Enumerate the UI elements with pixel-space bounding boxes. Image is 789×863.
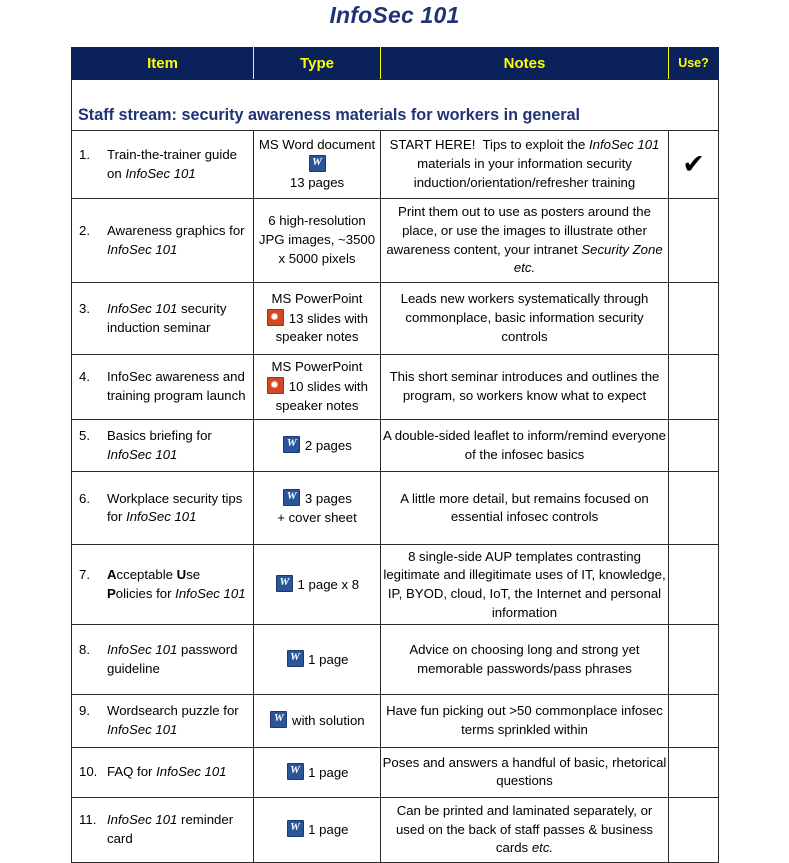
- ms-word-icon: [287, 820, 304, 837]
- item-title: Train-the-trainer guide on InfoSec 101: [107, 146, 237, 181]
- row-number: 10.: [79, 764, 98, 780]
- row-number: 3.: [79, 300, 90, 316]
- table-row: [72, 472, 719, 545]
- table-row: [72, 283, 719, 355]
- item-title: InfoSec 101 password guideline: [107, 642, 238, 676]
- cell-use-checkbox[interactable]: [669, 695, 719, 747]
- item-title: Awareness graphics for InfoSec 101: [107, 222, 245, 257]
- cell-notes: Have fun picking out >50 commonplace infosec terms sprinkled within: [381, 695, 669, 747]
- row-number: 4.: [79, 369, 90, 385]
- cell-notes: Poses and answers a handful of basic, rhetorical questions: [381, 747, 669, 797]
- table-row: [72, 695, 719, 747]
- cell-notes: Leads new workers systematically through commonplace, basic information security controls: [381, 283, 669, 355]
- cell-item: [72, 797, 254, 862]
- table-row: [72, 797, 719, 862]
- column-header-item[interactable]: Item: [72, 48, 254, 80]
- item-title: Acceptable Use Policies for InfoSec 101: [107, 567, 246, 601]
- cell-use-checkbox[interactable]: [669, 472, 719, 545]
- item-title: InfoSec awareness and training program launch: [107, 369, 246, 403]
- table-row: [72, 420, 719, 472]
- item-title: InfoSec 101 security induction seminar: [107, 300, 227, 335]
- item-title: FAQ for InfoSec 101: [107, 764, 227, 780]
- cell-type: W 1 page: [254, 797, 381, 862]
- row-number: 5.: [79, 428, 90, 443]
- cell-item: [72, 199, 254, 283]
- cell-use-checkbox[interactable]: [669, 747, 719, 797]
- cell-notes: A little more detail, but remains focused on essential infosec controls: [381, 472, 669, 545]
- column-header-use[interactable]: Use?: [669, 48, 719, 80]
- cell-notes: A double-sided leaflet to inform/remind everyone of the infosec basics: [381, 420, 669, 472]
- item-title: Workplace security tips for InfoSec 101: [107, 490, 243, 525]
- column-header-type[interactable]: Type: [254, 48, 381, 80]
- ms-powerpoint-icon: [267, 377, 284, 394]
- ms-word-icon: [276, 575, 293, 592]
- cell-notes: Can be printed and laminated separately, or used on the back of staff passes & business cards etc.: [381, 797, 669, 862]
- check-icon: ✔: [682, 149, 705, 180]
- cell-type: MS Word document W 13 pages: [254, 131, 381, 199]
- stream-banner-label: Staff stream: security awareness materials for workers in general: [78, 105, 581, 124]
- table-head: [72, 48, 719, 80]
- item-title: Wordsearch puzzle for InfoSec 101: [107, 703, 239, 738]
- row-number: 8.: [79, 642, 90, 658]
- cell-item: [72, 131, 254, 199]
- cell-type: MS PowerPoint 13 slides with speaker notes: [254, 283, 381, 355]
- ms-word-icon: [287, 650, 304, 667]
- cell-type: W 1 page: [254, 625, 381, 695]
- cell-type: W 1 page: [254, 747, 381, 797]
- ms-word-icon: [287, 763, 304, 780]
- cell-item: [72, 420, 254, 472]
- ms-powerpoint-icon: [267, 309, 284, 326]
- column-header-notes[interactable]: Notes: [381, 48, 669, 80]
- item-title: InfoSec 101 reminder card: [107, 812, 234, 846]
- cell-notes: Print them out to use as posters around the place, or use the images to illustrate other awareness content, your intranet Security Zone etc.: [381, 199, 669, 283]
- ms-word-icon: [283, 489, 300, 506]
- table-row: [72, 355, 719, 420]
- cell-item: [72, 472, 254, 545]
- ms-word-icon: [309, 155, 326, 172]
- cell-type: 6 high-resolution JPG images, ~3500 x 5000 pixels: [254, 199, 381, 283]
- table-row: [72, 545, 719, 625]
- table-body: [72, 80, 719, 863]
- row-number: 9.: [79, 703, 90, 719]
- cell-use-checkbox[interactable]: [669, 131, 719, 199]
- cell-type: W 1 page x 8: [254, 545, 381, 625]
- stream-banner-row: [72, 80, 719, 131]
- item-title: Basics briefing for InfoSec 101: [107, 428, 212, 462]
- row-number: 6.: [79, 490, 90, 506]
- cell-notes: START HERE! Tips to exploit the InfoSec 101 materials in your information security induction/orientation/refresher training: [381, 131, 669, 199]
- stream-banner-cell: [72, 80, 719, 131]
- cell-use-checkbox[interactable]: [669, 420, 719, 472]
- cell-type: W with solution: [254, 695, 381, 747]
- ms-word-icon: [283, 436, 300, 453]
- table-header-row: [72, 48, 719, 80]
- cell-item: [72, 695, 254, 747]
- cell-type: W 3 pages + cover sheet: [254, 472, 381, 545]
- cell-use-checkbox[interactable]: [669, 355, 719, 420]
- cell-item: [72, 355, 254, 420]
- cell-use-checkbox[interactable]: [669, 283, 719, 355]
- cell-type: W 2 pages: [254, 420, 381, 472]
- cell-item: [72, 283, 254, 355]
- ms-word-icon: [270, 711, 287, 728]
- page-title: InfoSec 101: [329, 2, 460, 28]
- row-number: 1.: [79, 146, 90, 162]
- cell-use-checkbox[interactable]: [669, 545, 719, 625]
- cell-type: MS PowerPoint 10 slides with speaker notes: [254, 355, 381, 420]
- materials-table: [71, 47, 719, 863]
- row-number: 7.: [79, 567, 90, 583]
- cell-item: [72, 747, 254, 797]
- cell-item: [72, 545, 254, 625]
- table-row: [72, 747, 719, 797]
- cell-notes: Advice on choosing long and strong yet memorable passwords/pass phrases: [381, 625, 669, 695]
- table-row: [72, 199, 719, 283]
- table-row: [72, 625, 719, 695]
- cell-use-checkbox[interactable]: [669, 199, 719, 283]
- row-number: 11.: [79, 812, 97, 828]
- cell-use-checkbox[interactable]: [669, 797, 719, 862]
- cell-notes: This short seminar introduces and outlines the program, so workers know what to expect: [381, 355, 669, 420]
- cell-notes: 8 single-side AUP templates contrasting legitimate and illegitimate uses of IT, knowledge, IP, BYOD, cloud, IoT, the Internet and personal information: [381, 545, 669, 625]
- cell-item: [72, 625, 254, 695]
- row-number: 2.: [79, 222, 90, 238]
- materials-table-wrap: [71, 47, 718, 863]
- table-row: [72, 131, 719, 199]
- cell-use-checkbox[interactable]: [669, 625, 719, 695]
